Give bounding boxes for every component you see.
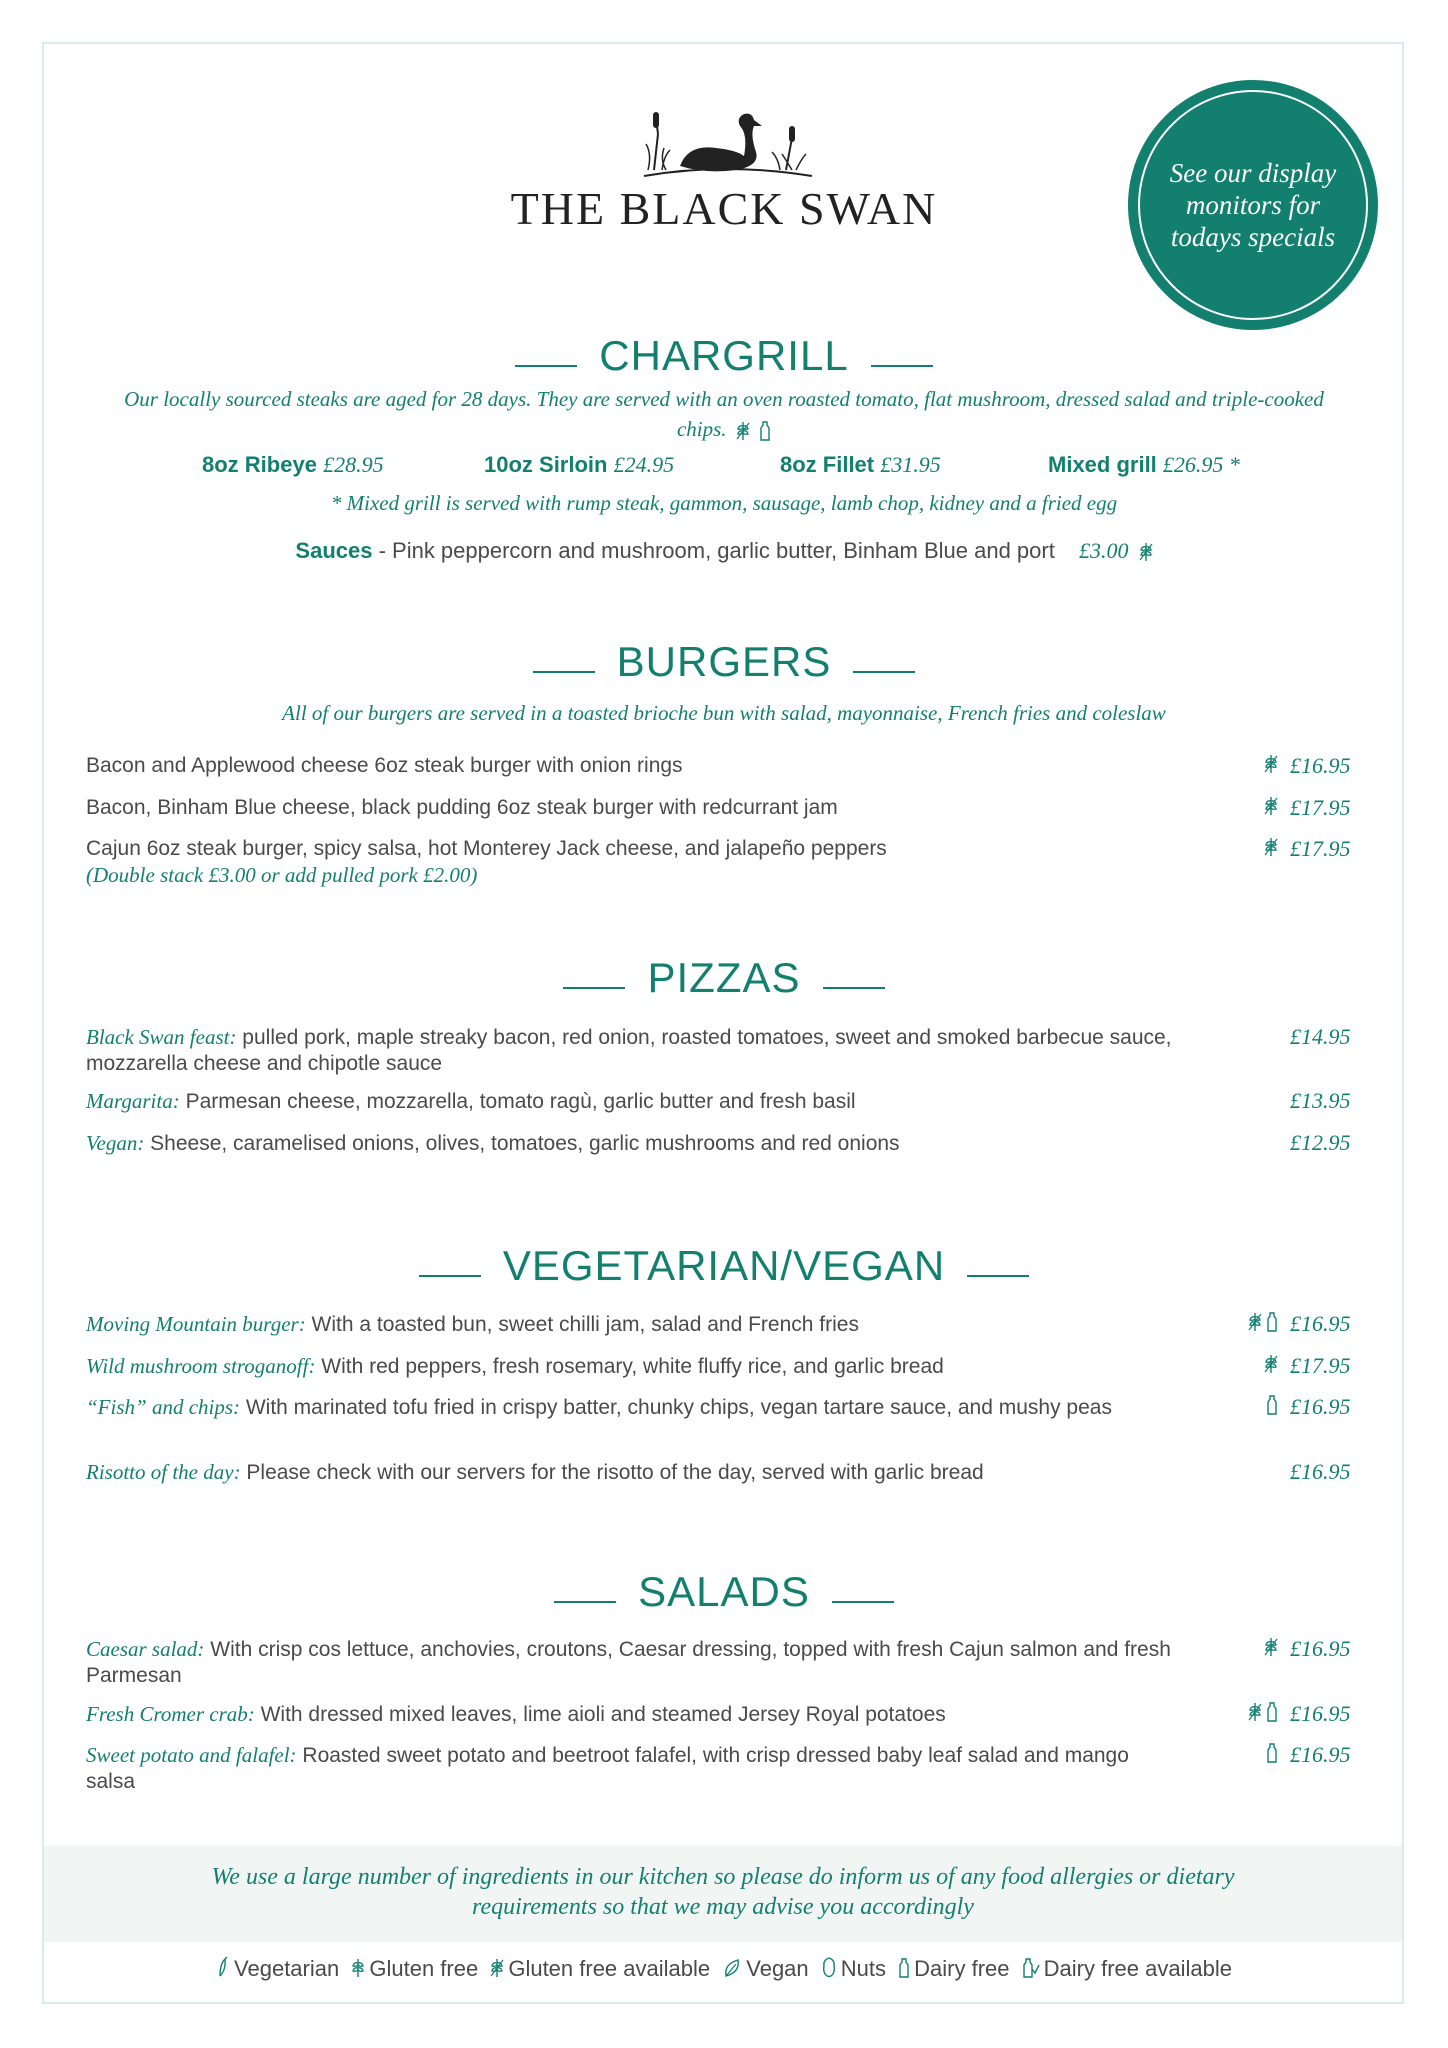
menu-item: Fresh Cromer crab: With dressed mixed leaves, lime aioli and steamed Jersey Royal potatoes: [86, 1702, 946, 1726]
section-title: SALADS: [638, 1568, 810, 1615]
sauces-line: [0, 538, 1448, 564]
item-icons: [1238, 1700, 1278, 1724]
menu-item: Moving Mountain burger: With a toasted bun, sweet chilli jam, salad and French fries: [86, 1312, 859, 1336]
dairy-free-icon: [759, 420, 771, 442]
gluten-free-available-icon: [1264, 1635, 1278, 1659]
gluten-free-available-icon: [1139, 541, 1153, 563]
legend-dairy-free: Dairy free: [898, 1956, 1009, 1982]
sauces-label: Sauces: [295, 538, 373, 563]
vegetarian-icon: [216, 1956, 230, 1980]
chargrill-intro: Our locally sourced steaks are aged for 28 days. They are served with an oven roasted tomato, flat mushroom, dressed salad and triple-cooked chips.: [124, 387, 1324, 441]
allergy-notice: We use a large number of ingredients in our kitchen so please do inform us of any food allergies or dietary requirements so that we may advise you accordingly: [211, 1864, 1235, 1920]
section-title: PIZZAS: [647, 954, 801, 1001]
burgers-heading: [0, 638, 1448, 686]
menu-item: Caesar salad: With crisp cos lettuce, anchovies, croutons, Caesar dressing, topped with fresh Cajun salmon and fresh Parmesan: [86, 1637, 1171, 1687]
item-icons: [1238, 1310, 1278, 1334]
sauces-text: - Pink peppercorn and mushroom, garlic butter, Binham Blue and port: [372, 538, 1055, 563]
steak-mixed-grill: Mixed grill £26.95 *: [1048, 452, 1240, 477]
menu-item: Risotto of the day: Please check with our servers for the risotto of the day, served with garlic bread: [86, 1460, 984, 1484]
allergy-notice-band: [44, 1846, 1402, 1942]
dairy-free-available-icon: [1022, 1956, 1040, 1980]
item-icons: [1238, 1635, 1278, 1659]
menu-item: Vegan: Sheese, caramelised onions, olives, tomatoes, garlic mushrooms and red onions: [86, 1131, 900, 1155]
item-price: £17.95: [1290, 836, 1351, 861]
gluten-free-available-icon: [1264, 752, 1278, 776]
nuts-icon: [821, 1956, 837, 1980]
section-title: BURGERS: [616, 638, 832, 685]
menu-item: “Fish” and chips: With marinated tofu fried in crispy batter, chunky chips, vegan tartare sauce, and mushy peas: [86, 1395, 1112, 1419]
burgers-intro: All of our burgers are served in a toasted brioche bun with salad, mayonnaise, French fries and coleslaw: [282, 701, 1166, 725]
item-icons: [1238, 1352, 1278, 1376]
dairy-free-icon: [898, 1956, 910, 1980]
item-icons: [1238, 1393, 1278, 1417]
dairy-free-icon: [1266, 1393, 1278, 1417]
chargrill-heading: [0, 332, 1448, 380]
item-price: £16.95: [1290, 1701, 1351, 1726]
item-icons: [1238, 794, 1278, 818]
item-price: £14.95: [1290, 1024, 1351, 1049]
item-icons: [1238, 1741, 1278, 1765]
menu-item: Margarita: Parmesan cheese, mozzarella, tomato ragù, garlic butter and fresh basil: [86, 1089, 856, 1113]
item-price: £16.95: [1290, 1394, 1351, 1419]
item-price: £16.95: [1290, 753, 1351, 778]
dairy-free-icon: [1266, 1741, 1278, 1765]
item-price: £16.95: [1290, 1459, 1351, 1484]
legend-gluten-free: Gluten free: [351, 1956, 478, 1982]
sauces-price: £3.00: [1078, 538, 1129, 563]
gluten-free-available-icon: [736, 420, 750, 442]
legend-gluten-free-available: Gluten free available: [490, 1956, 710, 1982]
black-swan-logo-icon: [636, 104, 816, 180]
menu-item: Wild mushroom stroganoff: With red peppers, fresh rosemary, white fluffy rice, and garlic bread: [86, 1354, 944, 1378]
steak-sirloin: 10oz Sirloin £24.95: [484, 452, 675, 477]
dairy-free-icon: [1266, 1310, 1278, 1334]
steak-fillet: 8oz Fillet £31.95: [780, 452, 941, 477]
salads-heading: [0, 1568, 1448, 1616]
section-title: CHARGRILL: [599, 332, 849, 379]
vegan-icon: [722, 1956, 742, 1980]
legend-vegetarian: Vegetarian: [216, 1956, 339, 1982]
item-price: £12.95: [1290, 1130, 1351, 1155]
menu-item: Sweet potato and falafel: Roasted sweet potato and beetroot falafel, with crisp dressed baby leaf salad and mango salsa: [86, 1743, 1129, 1793]
mixed-grill-footnote: * Mixed grill is served with rump steak, gammon, sausage, lamb chop, kidney and a fried egg: [330, 491, 1118, 515]
menu-item: Cajun 6oz steak burger, spicy salsa, hot Monterey Jack cheese, and jalapeño peppers (Double stack £3.00 or add pulled pork £2.00): [86, 837, 887, 887]
gluten-free-available-icon: [1248, 1700, 1262, 1724]
menu-item: Black Swan feast: pulled pork, maple streaky bacon, red onion, roasted tomatoes, sweet and smoked barbecue sauce, mozzarella cheese and chipotle sauce: [86, 1025, 1172, 1075]
gluten-free-available-icon: [1264, 1352, 1278, 1376]
item-price: £17.95: [1290, 795, 1351, 820]
specials-text: See our display monitors for todays specials: [1169, 158, 1337, 252]
specials-badge: [1128, 80, 1378, 330]
menu-item: Bacon and Applewood cheese 6oz steak burger with onion rings: [86, 754, 683, 777]
gluten-free-available-icon: [490, 1956, 504, 1980]
gluten-free-available-icon: [1264, 835, 1278, 859]
legend-nuts: Nuts: [821, 1956, 886, 1982]
legend-dairy-free-available: Dairy free available: [1022, 1956, 1232, 1982]
brand-name: THE BLACK SWAN: [510, 183, 938, 234]
gluten-free-available-icon: [1248, 1310, 1262, 1334]
dietary-legend: [0, 1956, 1448, 1982]
gluten-free-icon: [351, 1956, 365, 1980]
menu-item: Bacon, Binham Blue cheese, black pudding 6oz steak burger with redcurrant jam: [86, 796, 838, 819]
pizzas-heading: [0, 954, 1448, 1002]
item-icons: [1238, 752, 1278, 776]
section-title: VEGETARIAN/VEGAN: [502, 1242, 946, 1289]
item-price: £16.95: [1290, 1636, 1351, 1661]
vegetarian-heading: [0, 1242, 1448, 1290]
dairy-free-icon: [1266, 1700, 1278, 1724]
legend-vegan: Vegan: [722, 1956, 808, 1982]
steak-ribeye: 8oz Ribeye £28.95: [202, 452, 384, 477]
item-price: £13.95: [1290, 1088, 1351, 1113]
item-price: £17.95: [1290, 1353, 1351, 1378]
item-price: £16.95: [1290, 1311, 1351, 1336]
gluten-free-available-icon: [1264, 794, 1278, 818]
item-price: £16.95: [1290, 1742, 1351, 1767]
item-icons: [1238, 835, 1278, 859]
